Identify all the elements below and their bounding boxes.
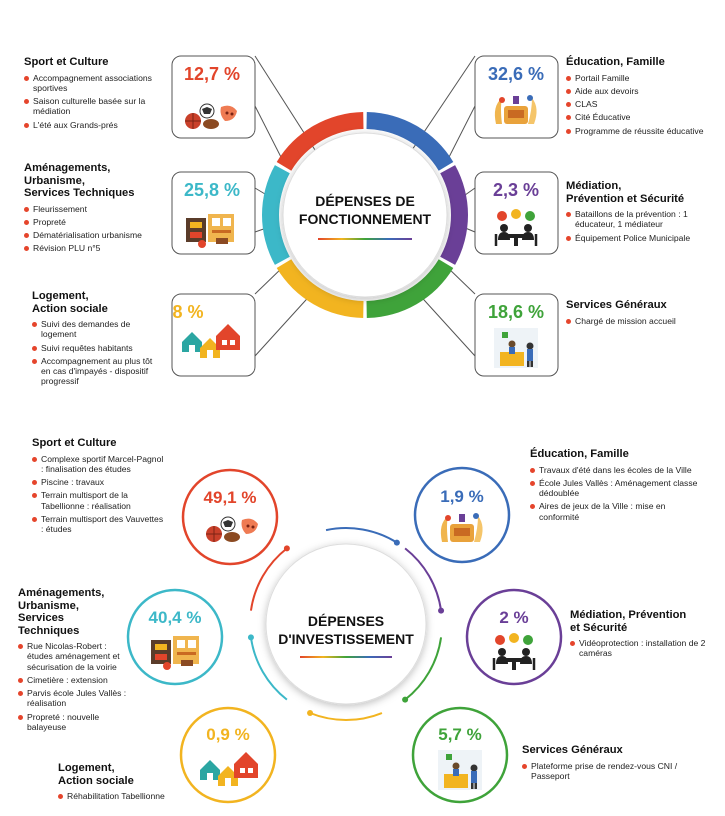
fonct-amenagements-list xyxy=(24,204,169,254)
invest-mediation-title xyxy=(570,609,710,634)
list-item: Réhabilitation Tabellionne xyxy=(58,791,183,801)
list-item: L'été aux Grands-prés xyxy=(24,120,164,130)
list-item: Bataillons de la prévention : 1 éducateur, 1 médiateur xyxy=(566,209,711,230)
invest-center-title-line2: D'INVESTISSEMENT xyxy=(278,631,414,647)
fonct-pct-education: 32,6 % xyxy=(487,64,545,84)
invest-logement-block xyxy=(58,762,183,804)
invest-services-list xyxy=(522,761,682,782)
list-item: Propreté : nouvelle balayeuse xyxy=(18,712,128,733)
invest-mediation-block xyxy=(570,609,710,662)
invest-arc-segment xyxy=(310,713,382,720)
title-line: Services xyxy=(18,612,65,624)
invest-education-title: Éducation, Famille xyxy=(530,448,629,460)
list-item: Parvis école Jules Vallès : réalisation xyxy=(18,688,128,709)
title-line: Techniques xyxy=(18,624,80,637)
invest-arc-dot xyxy=(394,540,400,546)
invest-amenagements-list xyxy=(18,641,128,732)
title-line: et Sécurité xyxy=(570,621,628,634)
title-line: Action sociale xyxy=(58,774,134,787)
invest-logement-title xyxy=(58,762,183,787)
list-item: Complexe sportif Marcel-Pagnol : finalisation des études xyxy=(32,454,167,475)
fonct-education-list xyxy=(566,73,706,136)
title-line: Urbanisme, xyxy=(18,599,79,612)
title-line: Aménagements, xyxy=(18,587,105,599)
invest-education-list xyxy=(530,465,706,522)
list-item: Cimetière : extension xyxy=(18,675,128,685)
fonct-mediation-title xyxy=(566,180,711,205)
fonct-pct-services: 18,6 % xyxy=(487,302,545,322)
fonct-pct-mediation: 2,3 % xyxy=(492,180,540,200)
invest-arc-dot xyxy=(248,634,254,640)
invest-arc-dot xyxy=(284,545,290,551)
title-line: Logement, xyxy=(58,762,115,774)
fonct-amenagements-block xyxy=(24,162,169,257)
list-item: Travaux d'été dans les écoles de la Ville xyxy=(530,465,706,475)
invest-amenagements-title xyxy=(18,587,128,637)
invest-pct-services: 5,7 % xyxy=(438,725,482,744)
fonct-rainbow-rule xyxy=(318,238,412,240)
list-item: Portail Famille xyxy=(566,73,706,83)
fonct-sport-block xyxy=(24,56,164,133)
list-item: Suivi requêtes habitants xyxy=(32,343,160,353)
list-item: Vidéoprotection : installation de 2 caméras xyxy=(570,638,710,659)
investissement-section xyxy=(128,468,561,802)
list-item: Équipement Police Municipale xyxy=(566,233,711,243)
fonct-sport-title: Sport et Culture xyxy=(24,56,109,68)
title-line: Médiation, Prévention xyxy=(570,609,687,621)
fonct-logement-list xyxy=(32,319,160,387)
fonct-sport-list xyxy=(24,73,164,130)
invest-services-title: Services Généraux xyxy=(522,744,623,756)
invest-sport-block xyxy=(32,437,167,538)
list-item: Propreté xyxy=(24,217,169,227)
fonct-pct-amenagements: 25,8 % xyxy=(183,180,241,200)
fonct-services-list xyxy=(566,316,706,326)
list-item: CLAS xyxy=(566,99,706,109)
invest-mediation-list xyxy=(570,638,710,659)
list-item: Plateforme prise de rendez-vous CNI / Passeport xyxy=(522,761,682,782)
list-item: École Jules Vallès : Aménagement classe dédoublée xyxy=(530,478,706,499)
list-item: Terrain multisport de la Tabellionne : réalisation xyxy=(32,490,167,511)
fonct-logement-title xyxy=(32,290,160,315)
invest-logement-list xyxy=(58,791,183,801)
list-item: Saison culturelle basée sur la médiation xyxy=(24,96,164,117)
list-item: Chargé de mission accueil xyxy=(566,316,706,326)
fonct-amenagements-title xyxy=(24,162,169,200)
title-line: Médiation, xyxy=(566,180,622,192)
invest-pct-education: 1,9 % xyxy=(440,487,484,506)
title-line: Services Techniques xyxy=(24,187,135,199)
invest-rainbow-rule xyxy=(300,656,392,658)
fonct-mediation-block xyxy=(566,180,711,246)
fonct-mediation-list xyxy=(566,209,711,243)
list-item: Accompagnement associations sportives xyxy=(24,73,164,94)
fonct-center-title-line2: FONCTIONNEMENT xyxy=(298,211,432,227)
invest-amenagements-block xyxy=(18,587,128,735)
fonctionnement-section xyxy=(172,56,558,376)
fonct-services-title: Services Généraux xyxy=(566,299,667,311)
invest-arc-segment xyxy=(326,528,397,543)
invest-pct-mediation: 2 % xyxy=(499,608,529,627)
invest-pct-sport: 49,1 % xyxy=(203,488,257,507)
list-item: Dématérialisation urbanisme xyxy=(24,230,169,240)
invest-center-title-line1: DÉPENSES xyxy=(307,613,385,629)
list-item: Révision PLU n°5 xyxy=(24,243,169,253)
invest-arc-dot xyxy=(438,608,444,614)
fonct-services-block xyxy=(566,299,706,329)
list-item: Accompagnement au plus tôt en cas d'impayés - dispositif progressif xyxy=(32,356,160,387)
title-line: Urbanisme, xyxy=(24,174,85,187)
invest-education-block xyxy=(530,448,706,525)
list-item: Terrain multisport des Vauvettes : études xyxy=(32,514,167,535)
list-item: Programme de réussite éducative xyxy=(566,126,706,136)
invest-arc-dot xyxy=(307,710,313,716)
fonct-center-title-line1: DÉPENSES DE xyxy=(315,193,415,209)
title-line: Action sociale xyxy=(32,302,108,315)
invest-arc-dot xyxy=(402,697,408,703)
fonct-logement-block xyxy=(32,290,160,390)
fonct-pct-logement: 8 % xyxy=(172,302,204,322)
fonct-education-block xyxy=(566,56,706,139)
list-item: Aide aux devoirs xyxy=(566,86,706,96)
list-item: Piscine : travaux xyxy=(32,477,167,487)
invest-services-block xyxy=(522,744,682,784)
invest-circle-logement xyxy=(181,708,275,802)
invest-pct-logement: 0,9 % xyxy=(206,725,250,744)
invest-sport-list xyxy=(32,454,167,535)
invest-sport-title: Sport et Culture xyxy=(32,437,117,449)
list-item: Cité Éducative xyxy=(566,112,706,122)
reception-desk-icon xyxy=(494,328,538,368)
list-item: Fleurissement xyxy=(24,204,169,214)
list-item: Rue Nicolas-Robert : études aménagement et sécurisation de la voirie xyxy=(18,641,128,672)
list-item: Aires de jeux de la Ville : mise en conformité xyxy=(530,501,706,522)
fonct-education-title: Éducation, Famille xyxy=(566,56,665,68)
title-line: Logement, xyxy=(32,290,89,302)
reception-desk-icon xyxy=(438,750,482,790)
title-line: Aménagements, xyxy=(24,162,111,174)
fonct-pct-sport: 12,7 % xyxy=(183,64,241,84)
invest-pct-amenagements: 40,4 % xyxy=(148,608,202,627)
list-item: Suivi des demandes de logement xyxy=(32,319,160,340)
title-line: Prévention et Sécurité xyxy=(566,192,685,205)
